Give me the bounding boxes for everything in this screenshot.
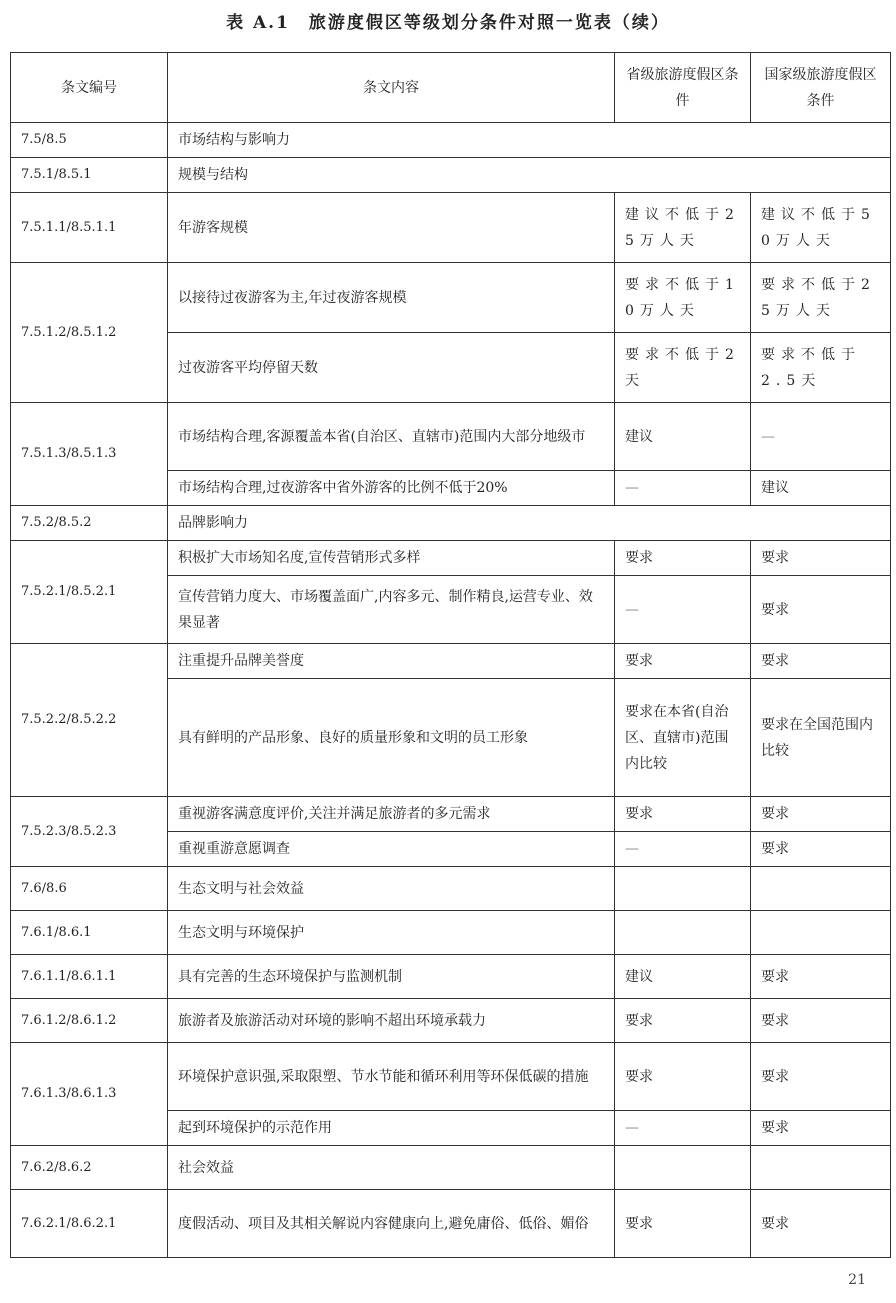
row-content: 旅游者及旅游活动对环境的影响不超出环境承载力 (168, 999, 615, 1043)
row-content: 生态文明与社会效益 (168, 867, 615, 911)
row-code: 7.5/8.5 (11, 123, 168, 158)
row-provincial: 要求 (615, 999, 751, 1043)
table-row (11, 158, 891, 193)
header-provincial: 省级旅游度假区条件 (615, 53, 751, 123)
row-content: 环境保护意识强,采取限塑、节水节能和循环利用等环保低碳的措施 (168, 1043, 615, 1111)
table-row (11, 999, 891, 1043)
row-provincial: 要求在本省(自治区、直辖市)范围内比较 (615, 679, 751, 797)
table-row (11, 867, 891, 911)
row-content: 品牌影响力 (168, 506, 891, 541)
row-national (751, 911, 891, 955)
row-code: 7.6.1.2/8.6.1.2 (11, 999, 168, 1043)
row-code: 7.5.2/8.5.2 (11, 506, 168, 541)
row-national: 要求 (751, 644, 891, 679)
row-national: — (751, 403, 891, 471)
row-provincial: 建议 (615, 403, 751, 471)
row-provincial: 要求 (615, 541, 751, 576)
row-provincial: 要求 (615, 797, 751, 832)
row-code: 7.5.1.1/8.5.1.1 (11, 193, 168, 263)
row-national: 要求 (751, 541, 891, 576)
row-provincial: 要求不低于10万人天 (615, 263, 751, 333)
table-row (11, 1146, 891, 1190)
header-national: 国家级旅游度假区条件 (751, 53, 891, 123)
row-national: 要求 (751, 797, 891, 832)
row-content: 注重提升品牌美誉度 (168, 644, 615, 679)
row-content: 市场结构与影响力 (168, 123, 891, 158)
row-national: 要求 (751, 1190, 891, 1258)
table-row (11, 123, 891, 158)
row-provincial: — (615, 1111, 751, 1146)
row-provincial: 建议不低于25万人天 (615, 193, 751, 263)
header-row (11, 53, 891, 123)
row-national: 要求 (751, 1043, 891, 1111)
row-code: 7.5.1.3/8.5.1.3 (11, 403, 168, 506)
row-content: 市场结构合理,客源覆盖本省(自治区、直辖市)范围内大部分地级市 (168, 403, 615, 471)
row-content: 年游客规模 (168, 193, 615, 263)
table-row (11, 506, 891, 541)
row-provincial: — (615, 832, 751, 867)
row-content: 积极扩大市场知名度,宣传营销形式多样 (168, 541, 615, 576)
row-provincial (615, 867, 751, 911)
header-code: 条文编号 (11, 53, 168, 123)
row-national: 要求 (751, 1111, 891, 1146)
row-national: 要求 (751, 576, 891, 644)
row-national (751, 1146, 891, 1190)
table-row (11, 1043, 891, 1111)
header-content: 条文内容 (168, 53, 615, 123)
row-content: 宣传营销力度大、市场覆盖面广,内容多元、制作精良,运营专业、效果显著 (168, 576, 615, 644)
row-content: 重视游客满意度评价,关注并满足旅游者的多元需求 (168, 797, 615, 832)
row-provincial: 要求 (615, 1043, 751, 1111)
row-provincial (615, 911, 751, 955)
row-code: 7.5.1.2/8.5.1.2 (11, 263, 168, 403)
row-content: 生态文明与环境保护 (168, 911, 615, 955)
row-code: 7.6.2/8.6.2 (11, 1146, 168, 1190)
row-content: 规模与结构 (168, 158, 891, 193)
row-provincial: — (615, 576, 751, 644)
row-code: 7.5.1/8.5.1 (11, 158, 168, 193)
row-provincial: 要求不低于2天 (615, 333, 751, 403)
row-national: 建议 (751, 471, 891, 506)
row-content: 过夜游客平均停留天数 (168, 333, 615, 403)
table-row (11, 541, 891, 576)
table-row (11, 1190, 891, 1258)
table-row (11, 797, 891, 832)
row-content: 重视重游意愿调查 (168, 832, 615, 867)
row-code: 7.6.1.1/8.6.1.1 (11, 955, 168, 999)
conditions-table (10, 52, 891, 1258)
table-row (11, 955, 891, 999)
row-content: 度假活动、项目及其相关解说内容健康向上,避免庸俗、低俗、媚俗 (168, 1190, 615, 1258)
row-content: 起到环境保护的示范作用 (168, 1111, 615, 1146)
table-row (11, 911, 891, 955)
row-code: 7.5.2.1/8.5.2.1 (11, 541, 168, 644)
row-provincial: 要求 (615, 644, 751, 679)
row-content: 具有完善的生态环境保护与监测机制 (168, 955, 615, 999)
row-content: 以接待过夜游客为主,年过夜游客规模 (168, 263, 615, 333)
row-content: 社会效益 (168, 1146, 615, 1190)
row-content: 市场结构合理,过夜游客中省外游客的比例不低于20% (168, 471, 615, 506)
table-row (11, 263, 891, 333)
table-title: 表 A.1 旅游度假区等级划分条件对照一览表（续） (226, 13, 670, 33)
row-content: 具有鲜明的产品形象、良好的质量形象和文明的员工形象 (168, 679, 615, 797)
row-code: 7.6.1/8.6.1 (11, 911, 168, 955)
row-code: 7.6.1.3/8.6.1.3 (11, 1043, 168, 1146)
page-number: 21 (848, 1272, 866, 1288)
row-provincial: 要求 (615, 1190, 751, 1258)
table-row (11, 403, 891, 471)
table-row (11, 193, 891, 263)
row-national: 要求 (751, 999, 891, 1043)
row-national: 要求不低于25万人天 (751, 263, 891, 333)
row-provincial (615, 1146, 751, 1190)
row-code: 7.5.2.3/8.5.2.3 (11, 797, 168, 867)
row-national: 要求不低于2.5天 (751, 333, 891, 403)
row-provincial: 建议 (615, 955, 751, 999)
row-national (751, 867, 891, 911)
table-row (11, 644, 891, 679)
row-provincial: — (615, 471, 751, 506)
row-code: 7.6/8.6 (11, 867, 168, 911)
row-national: 要求 (751, 955, 891, 999)
row-national: 要求 (751, 832, 891, 867)
row-national: 建议不低于50万人天 (751, 193, 891, 263)
row-national: 要求在全国范围内比较 (751, 679, 891, 797)
row-code: 7.6.2.1/8.6.2.1 (11, 1190, 168, 1258)
row-code: 7.5.2.2/8.5.2.2 (11, 644, 168, 797)
